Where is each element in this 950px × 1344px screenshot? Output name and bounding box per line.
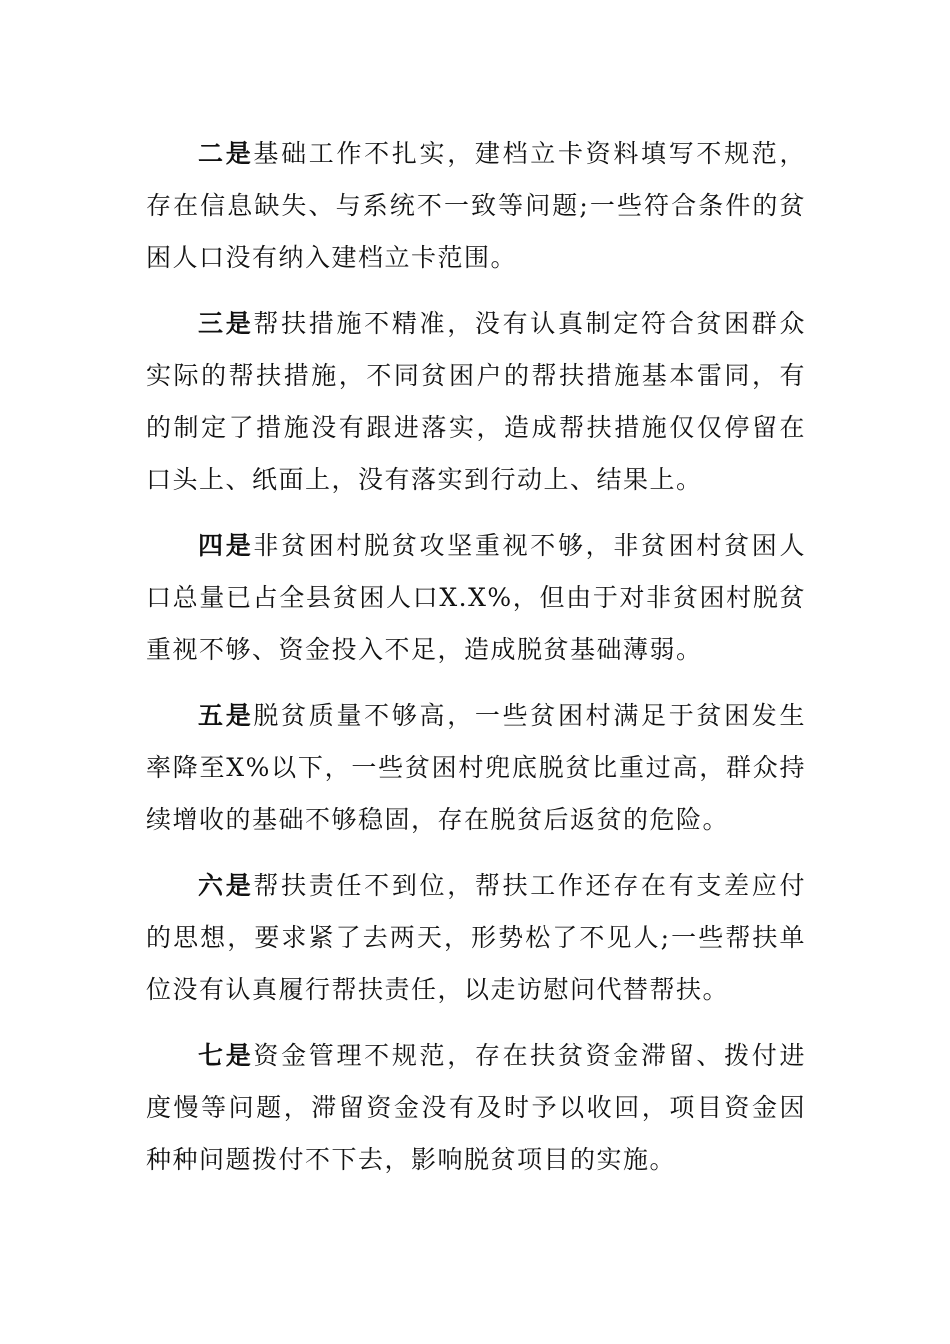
paragraph-text: 帮扶责任不到位，帮扶工作还存在有支差应付的思想，要求紧了去两天，形势松了不见人;一些帮扶单位没有认真履行帮扶责任，以走访慰问代替帮扶。: [146, 871, 806, 1004]
paragraph-lead: 三是: [198, 309, 254, 338]
paragraph-lead: 五是: [198, 701, 254, 730]
paragraph-4: [146, 520, 806, 676]
paragraph-lead: 六是: [198, 871, 254, 900]
paragraph-3: [146, 298, 806, 506]
paragraph-text: 基础工作不扎实，建档立卡资料填写不规范，存在信息缺失、与系统不一致等问题;一些符合条件的贫困人口没有纳入建档立卡范围。: [146, 139, 806, 272]
paragraph-lead: 四是: [198, 531, 254, 560]
paragraph-text: 非贫困村脱贫攻坚重视不够，非贫困村贫困人口总量已占全县贫困人口X.X%，但由于对非贫困村脱贫重视不够、资金投入不足，造成脱贫基础薄弱。: [146, 531, 806, 664]
paragraph-5: [146, 690, 806, 846]
paragraph-lead: 二是: [198, 139, 254, 168]
document-page: [146, 128, 806, 1200]
paragraph-text: 帮扶措施不精准，没有认真制定符合贫困群众实际的帮扶措施，不同贫困户的帮扶措施基本雷同，有的制定了措施没有跟进落实，造成帮扶措施仅仅停留在口头上、纸面上，没有落实到行动上、结果上。: [146, 309, 806, 494]
paragraph-lead: 七是: [198, 1041, 254, 1070]
paragraph-7: [146, 1030, 806, 1186]
paragraph-2: [146, 128, 806, 284]
paragraph-text: 资金管理不规范，存在扶贫资金滞留、拨付进度慢等问题，滞留资金没有及时予以收回，项目资金因种种问题拨付不下去，影响脱贫项目的实施。: [146, 1041, 806, 1174]
paragraph-text: 脱贫质量不够高，一些贫困村满足于贫困发生率降至X%以下，一些贫困村兜底脱贫比重过高，群众持续增收的基础不够稳固，存在脱贫后返贫的危险。: [146, 701, 806, 834]
paragraph-6: [146, 860, 806, 1016]
